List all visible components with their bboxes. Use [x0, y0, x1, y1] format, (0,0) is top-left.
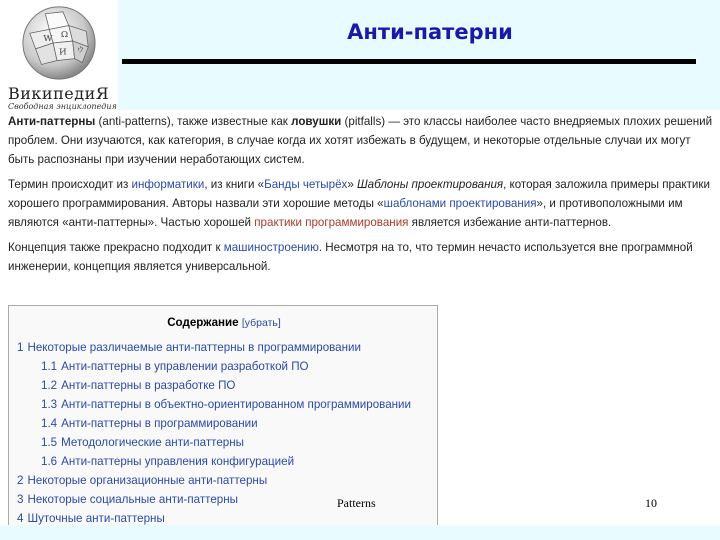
- header-band: [118, 0, 720, 110]
- title-rule: [122, 59, 696, 64]
- slide-title: Анти-патерни: [347, 20, 513, 44]
- term-bold: ловушки: [291, 115, 342, 128]
- wikipedia-logo: [0, 0, 118, 110]
- text: (pitfalls) — это классы наиболее часто внедряемых плохих решений проблем. Они изучаются, как категория, в случае когда их хотят избежать в будущем, и некоторые отдельные случаи их могут быть распознаны при изучении неработающих систем.: [8, 115, 713, 166]
- logo-wordmark: ВикипедиЯ: [8, 84, 110, 103]
- toc-item-label: Анти-паттерны управления конфигурацией: [61, 455, 295, 468]
- text: Термин происходит из: [8, 178, 132, 191]
- link-informatics[interactable]: информатики: [131, 178, 205, 191]
- toc-item-label: Анти-паттерны в разработке ПО: [61, 379, 236, 392]
- text: »: [347, 178, 357, 191]
- toc-item-label: Шуточные анти-паттерны: [27, 512, 165, 525]
- toc-item-number: 1.4: [41, 417, 58, 430]
- toc-item[interactable]: [17, 357, 437, 376]
- toc-item-number: 1: [17, 341, 24, 354]
- toc-item[interactable]: [17, 471, 437, 490]
- toc-item-number: 1.6: [41, 455, 58, 468]
- globe-icon: [20, 4, 98, 82]
- svg-text:ウ: ウ: [76, 45, 85, 55]
- article-body: [8, 112, 714, 282]
- svg-text:И: И: [58, 47, 67, 58]
- paragraph-3: [8, 238, 714, 276]
- link-programming-practice[interactable]: практики программирования: [254, 216, 409, 229]
- page-number: 10: [645, 496, 657, 510]
- toc-item-number: 1.3: [41, 398, 58, 411]
- toc-item-label: Некоторые социальные анти-паттерны: [27, 493, 238, 506]
- svg-text:W: W: [43, 34, 53, 45]
- text: », и противоположными им являются «анти-паттерны». Частью хорошей: [8, 197, 683, 229]
- link-gang-of-four[interactable]: Банды четырёх: [264, 178, 348, 191]
- link-mechanical-engineering[interactable]: машиностроению: [223, 241, 319, 254]
- toc-item-label: Некоторые организационные анти-паттерны: [27, 474, 268, 487]
- toc-item[interactable]: [17, 338, 437, 357]
- toc-item-label: Методологические анти-паттерны: [61, 436, 244, 449]
- logo-tagline: Свободная энциклопедия: [8, 102, 117, 111]
- text: , из книги «: [204, 178, 265, 191]
- book-title: Шаблоны проектирования: [356, 178, 504, 191]
- footer-label: Patterns: [337, 496, 376, 510]
- toc-item-label: Анти-паттерны в программировании: [61, 417, 258, 430]
- svg-text:Ω: Ω: [60, 30, 69, 41]
- toc-item[interactable]: [17, 414, 437, 433]
- toc-item[interactable]: [17, 376, 437, 395]
- text: , которая заложила примеры практики хорошего программирования. Авторы назвали эти хорошие методы «: [8, 178, 710, 210]
- toc-title: Содержание: [167, 316, 239, 329]
- link-design-patterns[interactable]: шаблонами проектирования: [383, 197, 537, 210]
- toc-toggle-link[interactable]: [убрать]: [241, 317, 281, 329]
- footer-band: [0, 525, 720, 540]
- term-bold: Анти-паттерны: [8, 115, 96, 128]
- toc-item-number: 4: [17, 512, 24, 525]
- toc-item[interactable]: [17, 433, 437, 452]
- text: Концепция также прекрасно подходит к: [8, 241, 224, 254]
- toc-item-number: 3: [17, 493, 24, 506]
- toc-item-number: 1.1: [41, 360, 58, 373]
- toc-item-label: Анти-паттерны в управлении разработкой ПО: [61, 360, 309, 373]
- toc-item-label: Некоторые различаемые анти-паттерны в программировании: [27, 341, 361, 354]
- text: (anti-patterns), также известные как: [95, 115, 292, 128]
- toc-item-number: 2: [17, 474, 24, 487]
- toc-item-number: 1.5: [41, 436, 58, 449]
- toc-item-label: Анти-паттерны в объектно-ориентированном программировании: [61, 398, 411, 411]
- toc-item[interactable]: [17, 395, 437, 414]
- text: является избежание анти-паттернов.: [408, 216, 612, 229]
- text: . Несмотря на то, что термин нечасто используется вне программной инженерии, концепция является универсальной.: [8, 241, 693, 273]
- toc-item[interactable]: [17, 452, 437, 471]
- paragraph-1: [8, 112, 714, 169]
- paragraph-2: [8, 175, 714, 232]
- toc-header: [9, 316, 438, 329]
- toc-item-number: 1.2: [41, 379, 58, 392]
